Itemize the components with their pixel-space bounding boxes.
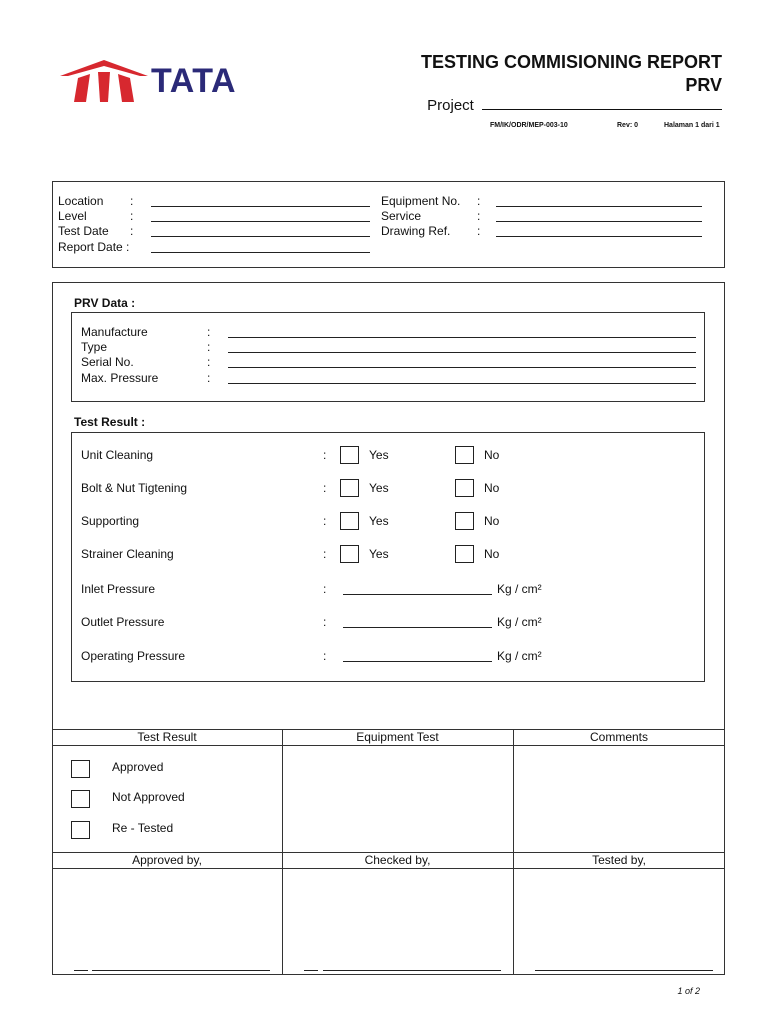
prv-section-title: PRV Data : bbox=[74, 296, 136, 310]
info-input-line[interactable] bbox=[151, 236, 370, 237]
prv-colon: : bbox=[207, 340, 211, 354]
no-checkbox[interactable] bbox=[455, 479, 474, 497]
test-colon: : bbox=[323, 615, 327, 629]
info-colon: : bbox=[130, 224, 134, 238]
test-colon: : bbox=[323, 547, 327, 561]
test-colon: : bbox=[323, 649, 327, 663]
info-colon: : bbox=[130, 209, 134, 223]
prv-colon: : bbox=[207, 325, 211, 339]
info-colon: : bbox=[477, 209, 481, 223]
yes-label: Yes bbox=[369, 481, 389, 495]
info-input-line[interactable] bbox=[496, 206, 702, 207]
test-colon: : bbox=[323, 514, 327, 528]
no-checkbox[interactable] bbox=[455, 446, 474, 464]
pressure-unit: Kg / cm² bbox=[497, 582, 542, 596]
prv-label-2: Type bbox=[81, 340, 108, 354]
prv-input-line[interactable] bbox=[228, 383, 696, 384]
test-item-label-1: Unit Cleaning bbox=[81, 448, 154, 462]
info-input-line[interactable] bbox=[496, 236, 702, 237]
report-subtitle: PRV bbox=[685, 75, 722, 95]
prv-label-1: Manufacture bbox=[81, 325, 148, 339]
info-colon: : bbox=[477, 194, 481, 208]
no-label: No bbox=[484, 514, 500, 528]
prv-input-line[interactable] bbox=[228, 367, 696, 368]
approval-option-label-1: Approved bbox=[112, 760, 164, 774]
sign-header-tested: Tested by, bbox=[592, 853, 646, 867]
logo-text: TATA bbox=[151, 62, 237, 100]
no-label: No bbox=[484, 481, 500, 495]
table-col-divider-2 bbox=[513, 729, 514, 975]
yes-checkbox[interactable] bbox=[340, 512, 359, 530]
pressure-unit: Kg / cm² bbox=[497, 615, 542, 629]
pressure-unit: Kg / cm² bbox=[497, 649, 542, 663]
test-section-title: Test Result : bbox=[74, 415, 146, 429]
doc-rev: Rev: 0 bbox=[617, 122, 639, 129]
yes-checkbox[interactable] bbox=[340, 545, 359, 563]
yes-label: Yes bbox=[369, 547, 389, 561]
info-colon: : bbox=[130, 194, 134, 208]
yes-label: Yes bbox=[369, 448, 389, 462]
sign-approved-prefix-line bbox=[74, 970, 88, 971]
prv-colon: : bbox=[207, 371, 211, 385]
report-title: TESTING COMMISIONING REPORT bbox=[420, 52, 722, 72]
test-colon: : bbox=[323, 448, 327, 462]
info-input-line[interactable] bbox=[151, 206, 370, 207]
prv-label-3: Serial No. bbox=[81, 355, 134, 369]
test-colon: : bbox=[323, 582, 327, 596]
approval-checkbox[interactable] bbox=[71, 821, 90, 839]
yes-label: Yes bbox=[369, 514, 389, 528]
sign-header-line bbox=[52, 868, 725, 869]
sign-approved-line[interactable] bbox=[92, 970, 270, 971]
info-label-2: Level bbox=[58, 209, 87, 223]
info-colon: : bbox=[477, 224, 481, 238]
sign-header-checked: Checked by, bbox=[364, 853, 431, 867]
sign-header-approved: Approved by, bbox=[132, 853, 202, 867]
prv-input-line[interactable] bbox=[228, 352, 696, 353]
no-checkbox[interactable] bbox=[455, 545, 474, 563]
info-input-line[interactable] bbox=[151, 221, 370, 222]
doc-code: FM/IK/ODR/MEP-003-10 bbox=[490, 122, 568, 129]
no-label: No bbox=[484, 547, 500, 561]
yes-checkbox[interactable] bbox=[340, 446, 359, 464]
approval-option-label-2: Not Approved bbox=[112, 790, 185, 804]
project-input-line[interactable] bbox=[482, 98, 722, 110]
sign-checked-line[interactable] bbox=[323, 970, 501, 971]
pressure-label-3: Operating Pressure bbox=[81, 649, 186, 663]
test-item-label-2: Bolt & Nut Tigtening bbox=[81, 481, 188, 495]
sign-checked-prefix-line bbox=[304, 970, 318, 971]
table-col-divider-1 bbox=[282, 729, 283, 975]
info-label-1: Location bbox=[58, 194, 104, 208]
pressure-input-line[interactable] bbox=[343, 627, 492, 628]
info-label-3: Test Date bbox=[58, 224, 109, 238]
info-right-label-2: Service bbox=[381, 209, 422, 223]
test-item-label-4: Strainer Cleaning bbox=[81, 547, 174, 561]
pressure-input-line[interactable] bbox=[343, 594, 492, 595]
yes-checkbox[interactable] bbox=[340, 479, 359, 497]
prv-label-4: Max. Pressure bbox=[81, 371, 159, 385]
col-header-test-result: Test Result bbox=[137, 730, 197, 744]
prv-data-box bbox=[71, 312, 705, 402]
sign-tested-line[interactable] bbox=[535, 970, 713, 971]
info-label-4: Report Date : bbox=[58, 240, 130, 254]
approval-option-label-3: Re - Tested bbox=[112, 821, 174, 835]
doc-page-of: Halaman 1 dari 1 bbox=[664, 122, 720, 129]
info-input-line[interactable] bbox=[151, 252, 370, 253]
info-right-label-1: Equipment No. bbox=[381, 194, 461, 208]
page-number: 1 of 2 bbox=[677, 986, 700, 996]
prv-input-line[interactable] bbox=[228, 337, 696, 338]
no-label: No bbox=[484, 448, 500, 462]
project-label: Project bbox=[427, 97, 474, 114]
prv-colon: : bbox=[207, 355, 211, 369]
approval-checkbox[interactable] bbox=[71, 760, 90, 778]
pressure-input-line[interactable] bbox=[343, 661, 492, 662]
table-header-line bbox=[52, 745, 725, 746]
project-field bbox=[427, 97, 722, 114]
approval-checkbox[interactable] bbox=[71, 790, 90, 808]
no-checkbox[interactable] bbox=[455, 512, 474, 530]
col-header-comments: Comments bbox=[589, 730, 648, 744]
test-colon: : bbox=[323, 481, 327, 495]
info-right-label-3: Drawing Ref. bbox=[381, 224, 451, 238]
col-header-equipment-test: Equipment Test bbox=[356, 730, 439, 744]
pressure-label-2: Outlet Pressure bbox=[81, 615, 165, 629]
info-input-line[interactable] bbox=[496, 221, 702, 222]
pressure-label-1: Inlet Pressure bbox=[81, 582, 156, 596]
test-item-label-3: Supporting bbox=[81, 514, 140, 528]
